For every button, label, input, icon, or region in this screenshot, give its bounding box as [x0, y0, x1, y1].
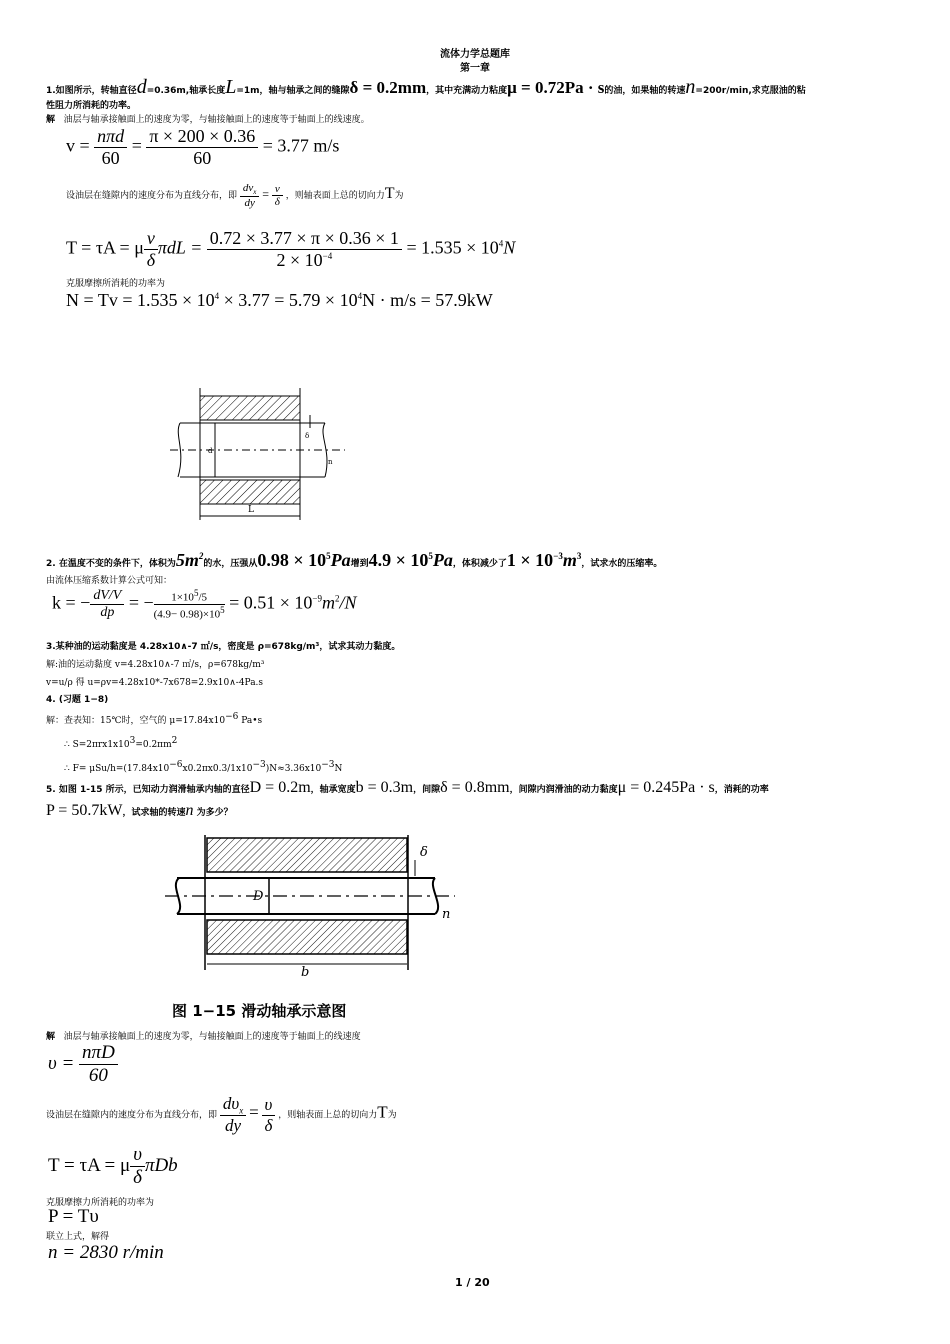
q5-velocity-equation: υ = $\frac{\text{nπD}}{60}$: [48, 1042, 118, 1087]
q1-velocity-equation: v = $\frac{\text{nπd}}{60}$ = $\frac{\pi \times 200 \times 0.36}{60}$ = 3.77 m/s: [66, 126, 340, 168]
q2-compressibility-equation: k = − $\frac{dV/V}{dp}$ = − $\frac{1\times 10^5/5}{(4.9- 0.98)\times 10^5}$ = $0.51 \times 10^{-9}m^2/N$: [52, 588, 357, 621]
q4-line1: 解：查表知：15℃时，空气的 μ=17.84x10−6 Pa•s: [46, 712, 263, 726]
fig1-label-d: d: [208, 447, 213, 455]
q5-statement: 5. 如图 1-15 所示，已知动力润滑轴承内轴的直径D = 0.2m，轴承宽度b = 0.3m，间隙δ = 0.8mm，间隙内润滑油的动力黏度μ = 0.245Pa · s，消耗的功率: [46, 779, 769, 796]
fig1-label-delta: δ: [305, 432, 310, 440]
q1-power-label: 克服摩擦所消耗的功率为: [66, 279, 166, 289]
q5-solution-intro: 解 油层与轴承接触面上的速度为零，与轴接触面上的速度等于轴面上的线速度: [46, 1032, 361, 1042]
fig2-label-n: n: [442, 907, 451, 922]
q4-line3: ∴ F= μSu/h=(17.84x10−6x0.2πx0.3/1x10−3)N≈3.36x10−3N: [64, 760, 343, 774]
fig1-label-n: n: [328, 458, 333, 466]
q5-power-label: 克服摩擦力所消耗的功率为: [46, 1198, 155, 1208]
fig2-label-b: b: [301, 965, 310, 980]
q2-solution-intro: 由流体压缩系数计算公式可知：: [46, 576, 173, 586]
q1-solution-intro: 解 油层与轴承接触面上的速度为零，与轴接触面上的速度等于轴面上的线速度。: [46, 115, 370, 125]
q3-solution-line1: 解:油的运动黏度 v=4.28x10∧-7 ㎡/s，ρ=678kg/m³: [46, 660, 265, 670]
q5-power-equation: P = Tυ: [48, 1206, 99, 1227]
q1-statement-line2: 性阻力所消耗的功率。: [46, 101, 137, 111]
q1-statement: 1.如图所示，转轴直径d=0.36m,轴承长度L=1m，轴与轴承之间的缝隙δ = 0.2mm，其中充满动力粘度μ = 0.72Pa · s的油，如果轴的转速n=200r/min,求克服油的粘: [46, 76, 806, 98]
q5-bearing-figure: [165, 830, 465, 980]
fig2-label-D: D: [253, 889, 264, 904]
q1-bearing-figure: [170, 380, 350, 525]
q5-assumption: 设油层在缝隙内的速度分布为直线分布，即 $\frac{d\upsilon_x}{dy}$ = $\frac{\upsilon}{\delta}$ ，则轴表面上总的切向力T为: [46, 1094, 397, 1136]
q4-statement: 4. (习题 1−8): [46, 695, 109, 705]
q1-shear-force-equation: T = τA = μ $\frac{v}{\delta}$ πdL = $\frac{0.72 \times 3.77 \times \pi \times 0.36 \times 1}{2 \times 10^{-4}}$ = $1.535 \times 10^4N$: [66, 228, 516, 270]
q5-statement-line2: P = 50.7kW，试求轴的转速n 为多少？: [46, 802, 233, 819]
q4-line2: ∴ S=2πrx1x103=0.2πm2: [64, 736, 178, 750]
q5-shear-force-equation: T = τA = μ $\frac{\upsilon}{\delta}$ πDb: [48, 1144, 178, 1188]
document-title: 流体力学总题库: [440, 49, 510, 60]
q3-solution-line2: v=u/ρ 得 u=ρv=4.28x10*-7x678=2.9x10∧-4Pa.s: [46, 678, 264, 688]
page-number: 1 / 20: [455, 1276, 490, 1289]
q5-figure-caption: 图 1−15 滑动轴承示意图: [172, 1002, 347, 1020]
fig2-label-delta: δ: [420, 845, 428, 860]
q1-assumption: 设油层在缝隙内的速度分布为直线分布，即 $\frac{dv_x}{dy}$ = $\frac{v}{\delta}$ ，则轴表面上总的切向力T为: [66, 182, 404, 210]
q5-result: n = 2830 r/min: [48, 1242, 164, 1263]
q5-solve-label: 联立上式，解得: [46, 1232, 110, 1242]
q2-statement: 2. 在温度不变的条件下，体积为$5m^2$的水，压强从$0.98 \times 10^5Pa$增到$4.9 \times 10^5Pa$，体积减少了$1 \times 10^{-3}m^3$，试求水的压缩率。: [46, 550, 663, 570]
chapter-title: 第一章: [460, 63, 490, 74]
q3-statement: 3.某种油的运动黏度是 4.28x10∧-7 ㎡/s，密度是 ρ=678kg/m³，试求其动力黏度。: [46, 642, 401, 652]
fig1-label-L: L: [248, 505, 254, 515]
q1-power-equation: $N = Tv = 1.535 \times 10^4 \times 3.77 = 5.79 \times 10^4N \cdot m/s = 57.9kW$: [66, 290, 493, 310]
